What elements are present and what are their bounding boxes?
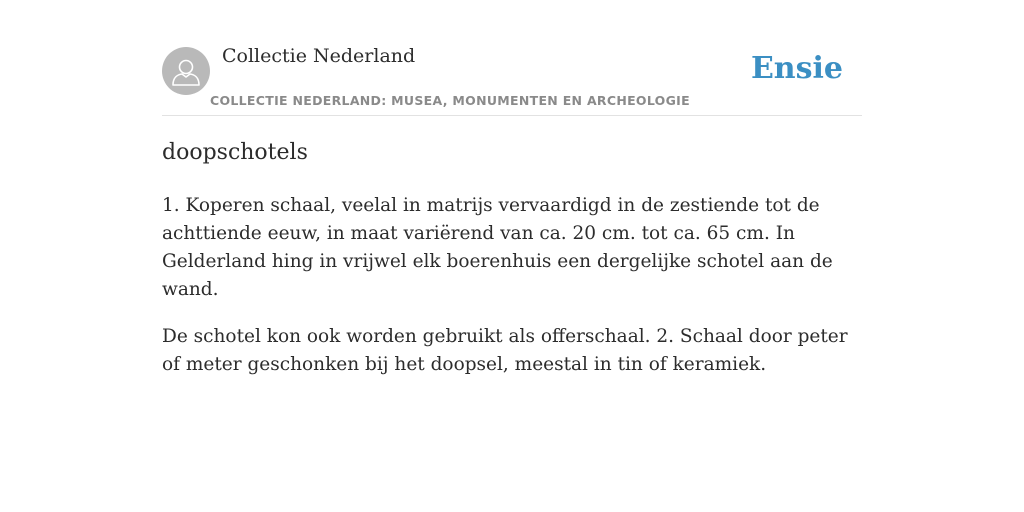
user-silhouette-icon (162, 47, 210, 95)
entry-header (162, 0, 862, 116)
definition-paragraph: De schotel kon ook worden gebruikt als offerschaal. 2. Schaal door peter of meter geschonken bij het doopsel, meestal in tin of keramiek. (162, 326, 848, 375)
author-name[interactable]: Collectie Nederland (222, 45, 416, 67)
entry-card (162, 0, 862, 512)
ensie-logo[interactable]: Ensie (750, 51, 843, 86)
author-subtitle[interactable]: COLLECTIE NEDERLAND: MUSEA, MONUMENTEN EN ARCHEOLOGIE (210, 93, 690, 108)
author-avatar[interactable] (162, 47, 210, 95)
entry-definition (162, 192, 862, 398)
entry-title: doopschotels (162, 140, 308, 165)
definition-paragraph: 1. Koperen schaal, veelal in matrijs vervaardigd in de zestiende tot de achttiende eeuw, in maat variërend van ca. 20 cm. tot ca. 65 cm. In Gelderland hing in vrijwel elk boerenhuis een dergelijke schotel aan de wand. (162, 195, 833, 300)
